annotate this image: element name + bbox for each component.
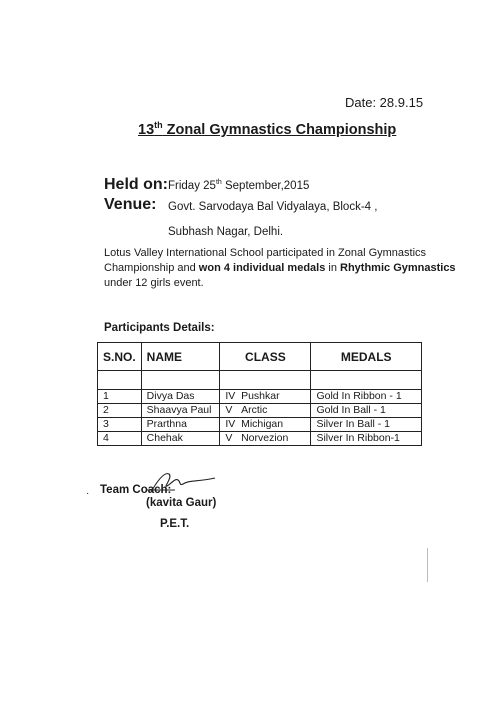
summary-line-3: under 12 girls event. <box>104 277 204 289</box>
cell-medal: Gold In Ribbon - 1 <box>311 390 422 404</box>
cell-medal: Gold In Ball - 1 <box>311 404 422 418</box>
title-ordinal: 13 <box>138 121 155 138</box>
participants-heading: Participants Details: <box>104 322 215 334</box>
coach-name: (kavita Gaur) <box>146 497 217 509</box>
cell-name: Prarthna <box>141 418 220 432</box>
team-coach-label: Team Coach: <box>100 484 172 496</box>
summary-line-1: Lotus Valley International School participated in Zonal Gymnastics <box>104 247 427 259</box>
venue-label: Venue: <box>104 196 157 213</box>
document-title <box>138 120 396 138</box>
scan-margin-line <box>427 548 428 582</box>
cell-medal: Silver In Ribbon-1 <box>311 432 422 446</box>
summary-paragraph <box>104 246 456 291</box>
cell-name: Shaavya Paul <box>141 404 220 418</box>
table-header-row <box>98 343 422 371</box>
venue-line-1: Govt. Sarvodaya Bal Vidyalaya, Block-4 , <box>168 201 378 213</box>
coach-bullet: · <box>86 488 90 499</box>
cell-medal: Silver In Ball - 1 <box>311 418 422 432</box>
header-medals: MEDALS <box>311 343 422 371</box>
cell-sno: 3 <box>98 418 142 432</box>
held-on-value <box>168 179 309 192</box>
table-row <box>98 390 422 404</box>
table-spacer-row <box>98 371 422 390</box>
header-sno: S.NO. <box>98 343 142 371</box>
participants-table <box>97 342 422 446</box>
signature-mark <box>145 468 225 500</box>
title-text: Zonal Gymnastics Championship <box>162 121 397 138</box>
document-date: Date: 28.9.15 <box>345 95 424 110</box>
cell-class: V Arctic <box>220 404 311 418</box>
cell-class: V Norvezion <box>220 432 311 446</box>
cell-name: Chehak <box>141 432 220 446</box>
table-row <box>98 418 422 432</box>
cell-class: IV Michigan <box>220 418 311 432</box>
cell-sno: 4 <box>98 432 142 446</box>
header-name: NAME <box>141 343 220 371</box>
held-day: Friday 25 <box>168 179 216 192</box>
held-on-label: Held on: <box>104 176 168 193</box>
summary-medal-count: won 4 individual medals <box>198 262 326 274</box>
cell-sno: 1 <box>98 390 142 404</box>
table-row <box>98 404 422 418</box>
table-row <box>98 432 422 446</box>
held-month-year: September,2015 <box>221 179 310 192</box>
summary-line-2b: in <box>325 262 341 274</box>
cell-sno: 2 <box>98 404 142 418</box>
venue-line-2: Subhash Nagar, Delhi. <box>168 226 284 238</box>
coach-role: P.E.T. <box>160 518 190 530</box>
cell-class: IV Pushkar <box>220 390 311 404</box>
header-class: CLASS <box>220 343 311 371</box>
held-day-suffix: th <box>215 179 222 186</box>
title-ordinal-suffix: th <box>154 120 163 130</box>
summary-line-2a: Championship and <box>104 262 199 274</box>
summary-event: Rhythmic Gymnastics <box>340 262 456 274</box>
cell-name: Divya Das <box>141 390 220 404</box>
